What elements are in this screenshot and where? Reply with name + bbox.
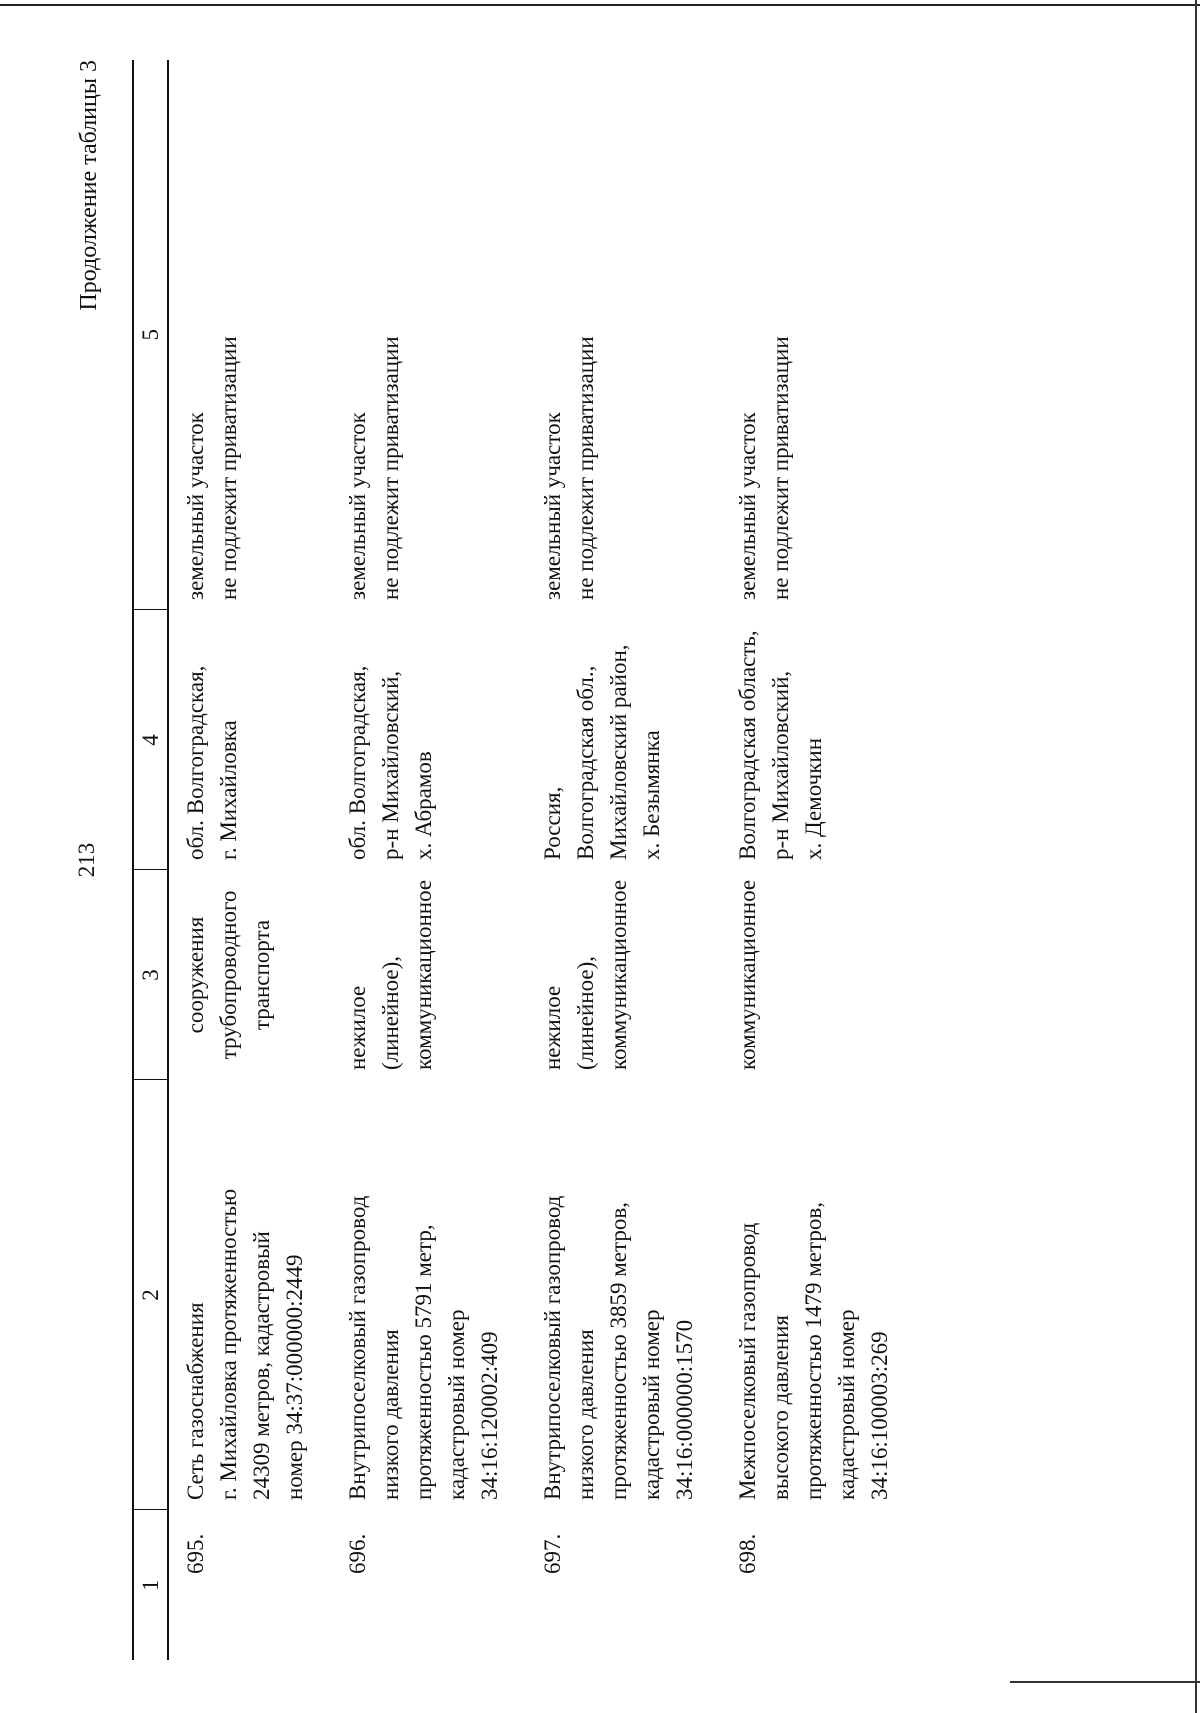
- object-address: обл. Волгоградская, г. Михайловка: [183, 665, 241, 860]
- column-header-3: 3: [133, 870, 168, 1080]
- table-continuation-label: Продолжение таблицы 3: [76, 60, 102, 311]
- column-header-1: 1: [133, 1510, 168, 1660]
- table-row: [168, 60, 331, 1660]
- object-purpose: сооружения трубопроводного транспорта: [183, 890, 274, 1060]
- object-purpose: нежилое (линейное), коммуникационное: [345, 879, 436, 1070]
- column-header-5: 5: [133, 60, 168, 610]
- rotated-sheet: [60, 60, 1160, 1660]
- row-number: 697.: [540, 1533, 565, 1574]
- object-note: земельный участок не подлежит приватизации: [345, 336, 403, 600]
- object-note: земельный участок не подлежит приватизации: [183, 336, 241, 600]
- object-purpose: нежилое (линейное), коммуникационное: [540, 879, 631, 1070]
- row-number: 695.: [183, 1533, 208, 1574]
- row-number: 698.: [735, 1533, 760, 1574]
- object-address: Россия, Волгоградская обл., Михайловский район, х. Безымянка: [540, 644, 664, 860]
- object-name: Сеть газоснабжения г. Михайловка протяженностью 24309 метров, кадастровый номер 34:37:000000:2449: [183, 1188, 307, 1500]
- column-header-4: 4: [133, 610, 168, 870]
- scan-edge-right: [1195, 0, 1197, 1713]
- object-name: Внутрипоселковый газопровод низкого давления протяженностью 5791 метр, кадастровый номер 34:16:120002:409: [345, 1195, 502, 1500]
- table-row: [331, 60, 526, 1660]
- object-name: Межпоселковый газопровод высокого давления протяженностью 1479 метров, кадастровый номер 34:16:100003:269: [735, 1202, 892, 1500]
- scan-edge-bottom: [1010, 1681, 1200, 1683]
- object-name: Внутрипоселковый газопровод низкого давления протяженностью 3859 метров, кадастровый номер 34:16:000000:1570: [540, 1195, 697, 1500]
- scan-edge-top: [0, 4, 1200, 6]
- row-number: 696.: [345, 1533, 370, 1574]
- table-row: [526, 60, 721, 1660]
- page-number: 213: [74, 842, 99, 878]
- object-address: обл. Волгоградская, р-н Михайловский, х. Абрамов: [345, 665, 436, 860]
- object-address: Волгоградская область, р-н Михайловский, х. Демочкин: [735, 630, 826, 860]
- table-row: [721, 60, 916, 1660]
- object-note: земельный участок не подлежит приватизации: [735, 336, 793, 600]
- column-header-2: 2: [133, 1080, 168, 1510]
- registry-table: [132, 60, 916, 1660]
- object-note: земельный участок не подлежит приватизации: [540, 336, 598, 600]
- table-header-row: [133, 60, 168, 1660]
- object-purpose: коммуникационное: [735, 879, 760, 1070]
